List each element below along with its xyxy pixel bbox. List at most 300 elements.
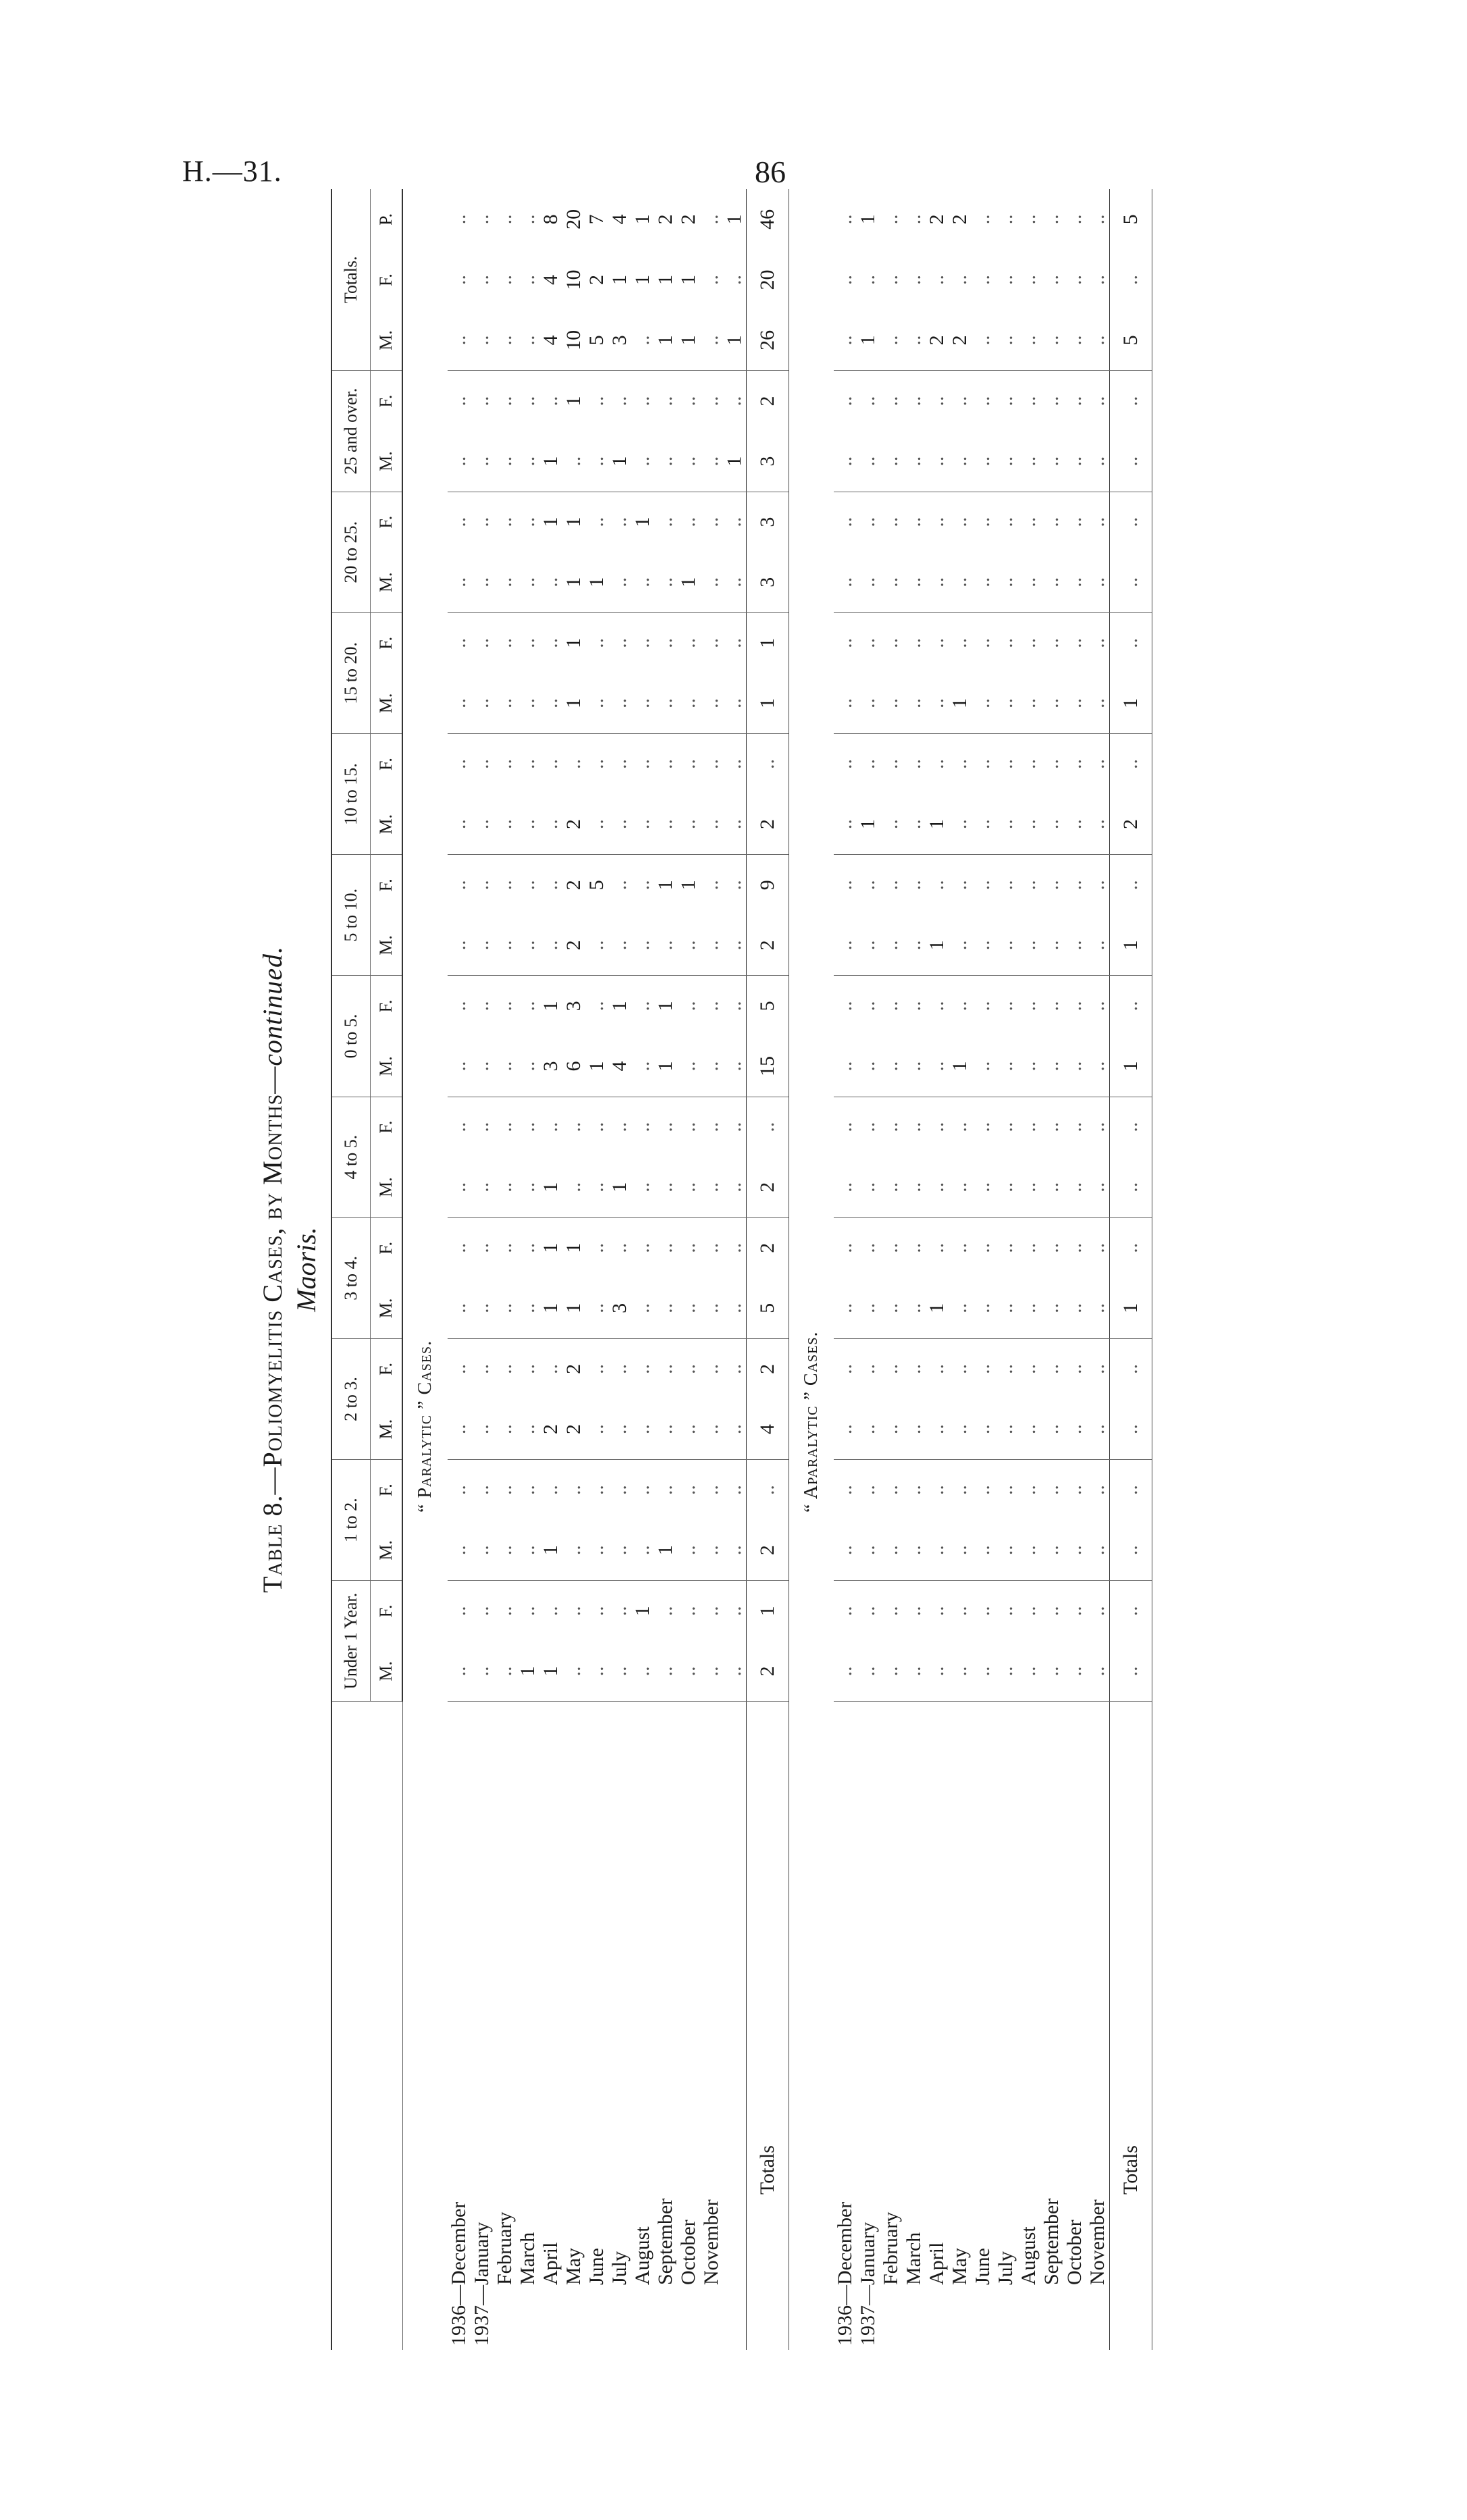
table-cell: .. xyxy=(834,1278,857,1339)
table-cell: .. xyxy=(1040,1606,1063,1617)
table-cell: .. xyxy=(834,517,856,527)
table-cell: .. xyxy=(1110,492,1152,552)
table-cell: .. xyxy=(494,1242,516,1253)
table-cell: .. xyxy=(677,396,699,406)
table-cell: .. xyxy=(494,214,516,225)
table-cell: .. xyxy=(448,637,470,648)
table-cell: .. xyxy=(834,1641,857,1702)
table-cell: .. xyxy=(857,673,880,734)
table-cell: .. xyxy=(539,759,562,770)
table-cell: 1 xyxy=(585,552,608,613)
row-label: August xyxy=(631,2226,654,2285)
table-cell: .. xyxy=(631,880,654,891)
table-cell: .. xyxy=(494,552,516,613)
table-cell: .. xyxy=(448,552,471,613)
row-label: June xyxy=(971,2248,994,2285)
table-cell: .. xyxy=(723,396,745,406)
table-cell: .. xyxy=(539,1485,562,1496)
table-cell: .. xyxy=(1063,673,1086,734)
table-cell: .. xyxy=(971,517,994,527)
table-cell: .. xyxy=(1017,1001,1040,1012)
table-cell: .. xyxy=(926,517,948,527)
table-row xyxy=(585,189,608,2350)
table-cell: .. xyxy=(677,1363,699,1374)
table-cell: .. xyxy=(494,1157,516,1218)
table-cell: .. xyxy=(971,1122,994,1132)
table-cell: .. xyxy=(631,759,654,770)
table-cell: .. xyxy=(1040,1001,1063,1012)
table-cell: .. xyxy=(585,1363,608,1374)
table-cell: .. xyxy=(631,673,654,734)
table-cell: .. xyxy=(971,1363,994,1374)
table-cell: .. xyxy=(880,431,903,492)
table-cell: .. xyxy=(857,1278,880,1339)
table-cell: .. xyxy=(1040,431,1063,492)
row-label: September xyxy=(1040,2198,1063,2285)
row-label: October xyxy=(677,2220,699,2285)
table-cell: .. xyxy=(1040,1641,1063,1702)
table-cell: .. xyxy=(471,1122,493,1132)
table-cell: 1 xyxy=(608,1001,631,1012)
table-cell: .. xyxy=(539,915,562,976)
table-cell: .. xyxy=(677,517,699,527)
table-cell: 1 xyxy=(539,1001,562,1012)
table-cell: .. xyxy=(677,1122,699,1132)
table-cell: 2 xyxy=(585,275,608,286)
table-cell: .. xyxy=(471,431,494,492)
table-cell: .. xyxy=(1063,794,1086,855)
table-cell: .. xyxy=(857,759,879,770)
table-cell: .. xyxy=(471,1485,493,1496)
table-cell: .. xyxy=(903,880,925,891)
table-cell: .. xyxy=(994,1520,1017,1581)
row-label: November xyxy=(700,2199,722,2285)
table-cell: .. xyxy=(903,673,926,734)
table-cell: .. xyxy=(700,1001,722,1012)
table-cell: .. xyxy=(494,1363,516,1374)
table-cell: .. xyxy=(677,915,700,976)
table-cell: .. xyxy=(723,1278,747,1339)
table-cell: 2 xyxy=(562,1399,585,1460)
table-cell: .. xyxy=(994,1363,1017,1374)
table-cell: .. xyxy=(631,310,654,371)
table-cell: .. xyxy=(834,915,857,976)
table-cell: .. xyxy=(857,396,879,406)
table-cell: .. xyxy=(1040,1122,1063,1132)
table-cell: .. xyxy=(903,1641,926,1702)
table-cell: 1 xyxy=(608,431,631,492)
table-cell: .. xyxy=(1086,759,1109,770)
table-cell: .. xyxy=(608,1520,631,1581)
table-cell: .. xyxy=(1063,1641,1086,1702)
table-cell: .. xyxy=(1063,1606,1086,1617)
male-column-header: M. xyxy=(371,1278,403,1339)
row-label: September xyxy=(654,2198,676,2285)
table-cell: .. xyxy=(1063,275,1086,286)
table-cell: .. xyxy=(1086,794,1110,855)
table-cell: .. xyxy=(585,1278,608,1339)
table-cell: .. xyxy=(994,794,1017,855)
table-cell: .. xyxy=(677,1001,699,1012)
table-cell: .. xyxy=(494,1399,516,1460)
table-row xyxy=(1063,189,1086,2350)
table-cell: .. xyxy=(494,673,516,734)
table-cell: .. xyxy=(926,1641,949,1702)
table-cell: .. xyxy=(926,673,949,734)
table-cell: .. xyxy=(880,1641,903,1702)
table-cell: .. xyxy=(834,1399,857,1460)
table-cell: .. xyxy=(516,637,539,648)
table-cell: .. xyxy=(1110,612,1152,673)
table-cell: .. xyxy=(562,1485,585,1496)
table-row xyxy=(516,189,539,2350)
table-cell: .. xyxy=(1017,1157,1040,1218)
table-cell: .. xyxy=(700,1242,722,1253)
table-cell: .. xyxy=(562,1122,585,1132)
table-cell: .. xyxy=(471,637,493,648)
table-cell: .. xyxy=(1040,1363,1063,1374)
table-cell: .. xyxy=(1040,880,1063,891)
table-cell: .. xyxy=(723,275,745,286)
table-cell: .. xyxy=(903,275,925,286)
table-cell: 15 xyxy=(747,1036,789,1097)
table-row xyxy=(631,189,654,2350)
table-cell: .. xyxy=(1086,673,1110,734)
table-cell: 1 xyxy=(926,915,949,976)
row-label: February xyxy=(880,2211,902,2285)
table-cell: .. xyxy=(631,1122,654,1132)
table-cell: .. xyxy=(1017,214,1040,225)
row-label: 1937—January xyxy=(471,2222,493,2346)
table-cell: .. xyxy=(471,1157,494,1218)
table-cell: .. xyxy=(1063,759,1086,770)
table-cell: .. xyxy=(677,759,699,770)
table-cell: 6 xyxy=(562,1036,585,1097)
table-cell: .. xyxy=(1063,915,1086,976)
table-cell: .. xyxy=(494,1122,516,1132)
row-label: May xyxy=(949,2248,971,2285)
table-cell: .. xyxy=(1086,431,1110,492)
table-cell: .. xyxy=(1017,794,1040,855)
table-cell: .. xyxy=(994,637,1017,648)
table-cell: .. xyxy=(1063,552,1086,613)
table-cell: 1 xyxy=(585,1036,608,1097)
table-cell: .. xyxy=(471,1606,493,1617)
rotated-table-block xyxy=(257,189,1269,2350)
table-cell: .. xyxy=(834,880,856,891)
table-cell: .. xyxy=(994,396,1017,406)
table-cell: .. xyxy=(471,1363,493,1374)
table-cell: .. xyxy=(516,1157,539,1218)
table-cell: .. xyxy=(994,1641,1017,1702)
table-cell: .. xyxy=(494,915,516,976)
table-cell: .. xyxy=(1063,1001,1086,1012)
table-cell: 1 xyxy=(539,431,562,492)
table-cell: .. xyxy=(494,396,516,406)
table-cell: 1 xyxy=(562,673,585,734)
table-cell: 1 xyxy=(562,552,585,613)
table-cell: .. xyxy=(1063,214,1086,225)
table-cell: .. xyxy=(471,915,494,976)
table-cell: .. xyxy=(971,310,994,371)
table-cell: 1 xyxy=(631,1606,654,1617)
table-row xyxy=(1017,189,1040,2350)
table-cell: .. xyxy=(903,310,926,371)
table-cell: .. xyxy=(1040,214,1063,225)
table-cell: .. xyxy=(1086,310,1110,371)
table-cell: 5 xyxy=(585,880,608,891)
table-cell: .. xyxy=(723,1363,745,1374)
table-cell: .. xyxy=(971,673,994,734)
table-cell: .. xyxy=(1110,250,1152,311)
table-cell: .. xyxy=(949,759,971,770)
table-cell: .. xyxy=(1063,880,1086,891)
totals-row xyxy=(747,189,789,2350)
table-cell: .. xyxy=(880,759,902,770)
table-cell: 1 xyxy=(857,794,880,855)
table-cell: .. xyxy=(448,275,470,286)
table-cell: .. xyxy=(880,552,903,613)
table-cell: 2 xyxy=(747,1641,789,1702)
table-cell: .. xyxy=(448,1399,471,1460)
table-cell: .. xyxy=(857,1641,880,1702)
table-cell: .. xyxy=(903,759,925,770)
table-cell: .. xyxy=(631,637,654,648)
table-cell: .. xyxy=(880,1606,902,1617)
table-cell: .. xyxy=(1063,1520,1086,1581)
table-cell: .. xyxy=(631,552,654,613)
table-cell: 1 xyxy=(608,275,631,286)
table-cell: 5 xyxy=(1110,310,1152,371)
table-cell: .. xyxy=(903,1399,926,1460)
table-row xyxy=(857,189,880,2350)
table-cell: .. xyxy=(949,794,971,855)
table-cell: .. xyxy=(631,915,654,976)
table-cell: .. xyxy=(516,673,539,734)
table-cell: .. xyxy=(994,1122,1017,1132)
table-cell: 4 xyxy=(608,214,631,225)
table-cell: .. xyxy=(585,1157,608,1218)
table-cell: .. xyxy=(857,431,880,492)
table-cell: 1 xyxy=(723,310,747,371)
table-cell: .. xyxy=(857,1363,879,1374)
table-cell: .. xyxy=(971,1485,994,1496)
table-cell: .. xyxy=(1063,1485,1086,1496)
table-cell: .. xyxy=(949,517,971,527)
table-cell: .. xyxy=(516,1363,539,1374)
table-row xyxy=(994,189,1017,2350)
table-cell: .. xyxy=(1110,734,1152,795)
table-cell: .. xyxy=(1063,1278,1086,1339)
table-cell: .. xyxy=(971,1520,994,1581)
table-cell: 4 xyxy=(608,1036,631,1097)
table-cell: .. xyxy=(1017,431,1040,492)
table-cell: .. xyxy=(1040,310,1063,371)
table-cell: 8 xyxy=(539,214,562,225)
table-cell: .. xyxy=(857,1399,880,1460)
table-cell: .. xyxy=(494,759,516,770)
table-cell: .. xyxy=(723,1157,747,1218)
table-cell: .. xyxy=(585,431,608,492)
table-cell: .. xyxy=(700,759,722,770)
table-cell: .. xyxy=(949,1122,971,1132)
table-cell: .. xyxy=(994,1001,1017,1012)
table-cell: .. xyxy=(585,517,608,527)
table-cell: .. xyxy=(971,396,994,406)
table-cell: .. xyxy=(608,880,631,891)
table-cell: .. xyxy=(994,1606,1017,1617)
table-cell: .. xyxy=(834,1485,856,1496)
table-cell: .. xyxy=(880,673,903,734)
table-cell: .. xyxy=(494,1001,516,1012)
table-cell: .. xyxy=(448,214,470,225)
table-cell: .. xyxy=(585,759,608,770)
table-cell: 3 xyxy=(608,1278,631,1339)
table-cell: .. xyxy=(903,431,926,492)
table-cell: .. xyxy=(903,1242,925,1253)
table-cell: .. xyxy=(608,1485,631,1496)
male-column-header: M. xyxy=(371,915,403,976)
table-cell: .. xyxy=(677,1520,700,1581)
table-row xyxy=(971,189,994,2350)
table-row xyxy=(448,189,471,2350)
table-cell: .. xyxy=(903,1278,926,1339)
table-row xyxy=(834,189,857,2350)
table-cell: .. xyxy=(1086,915,1110,976)
table-cell: .. xyxy=(700,1485,722,1496)
table-subtitle: Maoris. xyxy=(291,1227,321,1312)
table-cell: .. xyxy=(971,1606,994,1617)
table-cell: .. xyxy=(880,1036,903,1097)
table-cell: .. xyxy=(448,1122,470,1132)
table-cell: .. xyxy=(494,794,516,855)
table-cell: .. xyxy=(949,396,971,406)
table-cell: .. xyxy=(608,1242,631,1253)
male-column-header: M. xyxy=(371,431,403,492)
table-cell: .. xyxy=(994,1242,1017,1253)
table-cell: .. xyxy=(903,1363,925,1374)
table-cell: .. xyxy=(880,1520,903,1581)
table-cell: 2 xyxy=(1110,794,1152,855)
row-label-header xyxy=(331,1702,402,2350)
table-cell: .. xyxy=(834,1122,856,1132)
table-cell: .. xyxy=(516,431,539,492)
table-cell: .. xyxy=(448,880,470,891)
table-cell: .. xyxy=(857,1157,880,1218)
table-cell: .. xyxy=(834,552,857,613)
table-cell: .. xyxy=(834,431,857,492)
table-cell: .. xyxy=(608,517,631,527)
table-cell: .. xyxy=(971,1399,994,1460)
table-cell: .. xyxy=(471,517,493,527)
table-cell: .. xyxy=(654,1485,676,1496)
table-cell: .. xyxy=(562,759,585,770)
table-cell: 1 xyxy=(539,1520,562,1581)
age-group-header: Totals. xyxy=(331,189,371,371)
male-column-header: M. xyxy=(371,794,403,855)
table-cell: .. xyxy=(700,880,722,891)
table-cell: .. xyxy=(516,1122,539,1132)
table-cell: .. xyxy=(994,673,1017,734)
table-cell: 7 xyxy=(585,214,608,225)
table-cell: .. xyxy=(926,1485,948,1496)
table-cell: .. xyxy=(494,1485,516,1496)
table-cell: .. xyxy=(700,1520,723,1581)
table-cell: .. xyxy=(700,1363,722,1374)
caption-prefix: Table 8.—Poliomyelitis Cases, by Months— xyxy=(257,1066,288,1593)
table-cell: .. xyxy=(880,1157,903,1218)
table-cell: 4 xyxy=(539,275,562,286)
table-cell: .. xyxy=(631,1036,654,1097)
female-column-header: F. xyxy=(371,855,403,916)
table-cell: .. xyxy=(1040,794,1063,855)
table-cell: .. xyxy=(971,1001,994,1012)
table-cell: .. xyxy=(608,1641,631,1702)
table-cell: .. xyxy=(1110,1399,1152,1460)
table-cell: .. xyxy=(994,1036,1017,1097)
row-label: November xyxy=(1086,2199,1109,2285)
table-row xyxy=(949,189,971,2350)
table-cell: .. xyxy=(857,552,880,613)
table-cell: .. xyxy=(700,794,723,855)
table-cell: .. xyxy=(494,431,516,492)
table-cell: .. xyxy=(1017,1036,1040,1097)
table-cell: 1 xyxy=(677,275,699,286)
table-cell: .. xyxy=(926,1036,949,1097)
table-cell: .. xyxy=(448,1641,471,1702)
table-cell: .. xyxy=(971,275,994,286)
table-cell: .. xyxy=(677,673,700,734)
table-cell: .. xyxy=(608,552,631,613)
table-cell: .. xyxy=(834,396,856,406)
table-cell: .. xyxy=(494,1641,516,1702)
table-cell: .. xyxy=(857,275,879,286)
table-cell: .. xyxy=(654,1157,677,1218)
female-column-header: F. xyxy=(371,1581,403,1642)
table-cell: .. xyxy=(723,637,745,648)
table-cell: .. xyxy=(494,1278,516,1339)
table-cell: .. xyxy=(1017,880,1040,891)
table-cell: .. xyxy=(700,275,722,286)
table-cell: .. xyxy=(880,517,902,527)
table-cell: 2 xyxy=(747,915,789,976)
table-cell: .. xyxy=(1063,1242,1086,1253)
table-cell: .. xyxy=(949,1157,971,1218)
table-cell: 1 xyxy=(857,310,880,371)
table-cell: .. xyxy=(949,1485,971,1496)
table-cell: .. xyxy=(539,794,562,855)
table-cell: .. xyxy=(516,1520,539,1581)
table-cell: .. xyxy=(723,915,747,976)
table-cell: 1 xyxy=(747,612,789,673)
table-cell: .. xyxy=(903,637,925,648)
table-cell: .. xyxy=(834,1036,857,1097)
table-cell: .. xyxy=(994,431,1017,492)
table-cell: .. xyxy=(700,1606,722,1617)
table-cell: .. xyxy=(516,1001,539,1012)
table-cell: .. xyxy=(926,396,948,406)
table-cell: .. xyxy=(562,431,585,492)
table-cell: .. xyxy=(1040,552,1063,613)
table-row xyxy=(723,189,747,2350)
table-cell: .. xyxy=(903,1122,925,1132)
table-cell: .. xyxy=(1040,275,1063,286)
table-cell: .. xyxy=(585,1399,608,1460)
table-cell: .. xyxy=(834,1606,856,1617)
table-cell: 3 xyxy=(562,1001,585,1012)
table-cell: .. xyxy=(448,1036,471,1097)
table-cell: .. xyxy=(608,396,631,406)
